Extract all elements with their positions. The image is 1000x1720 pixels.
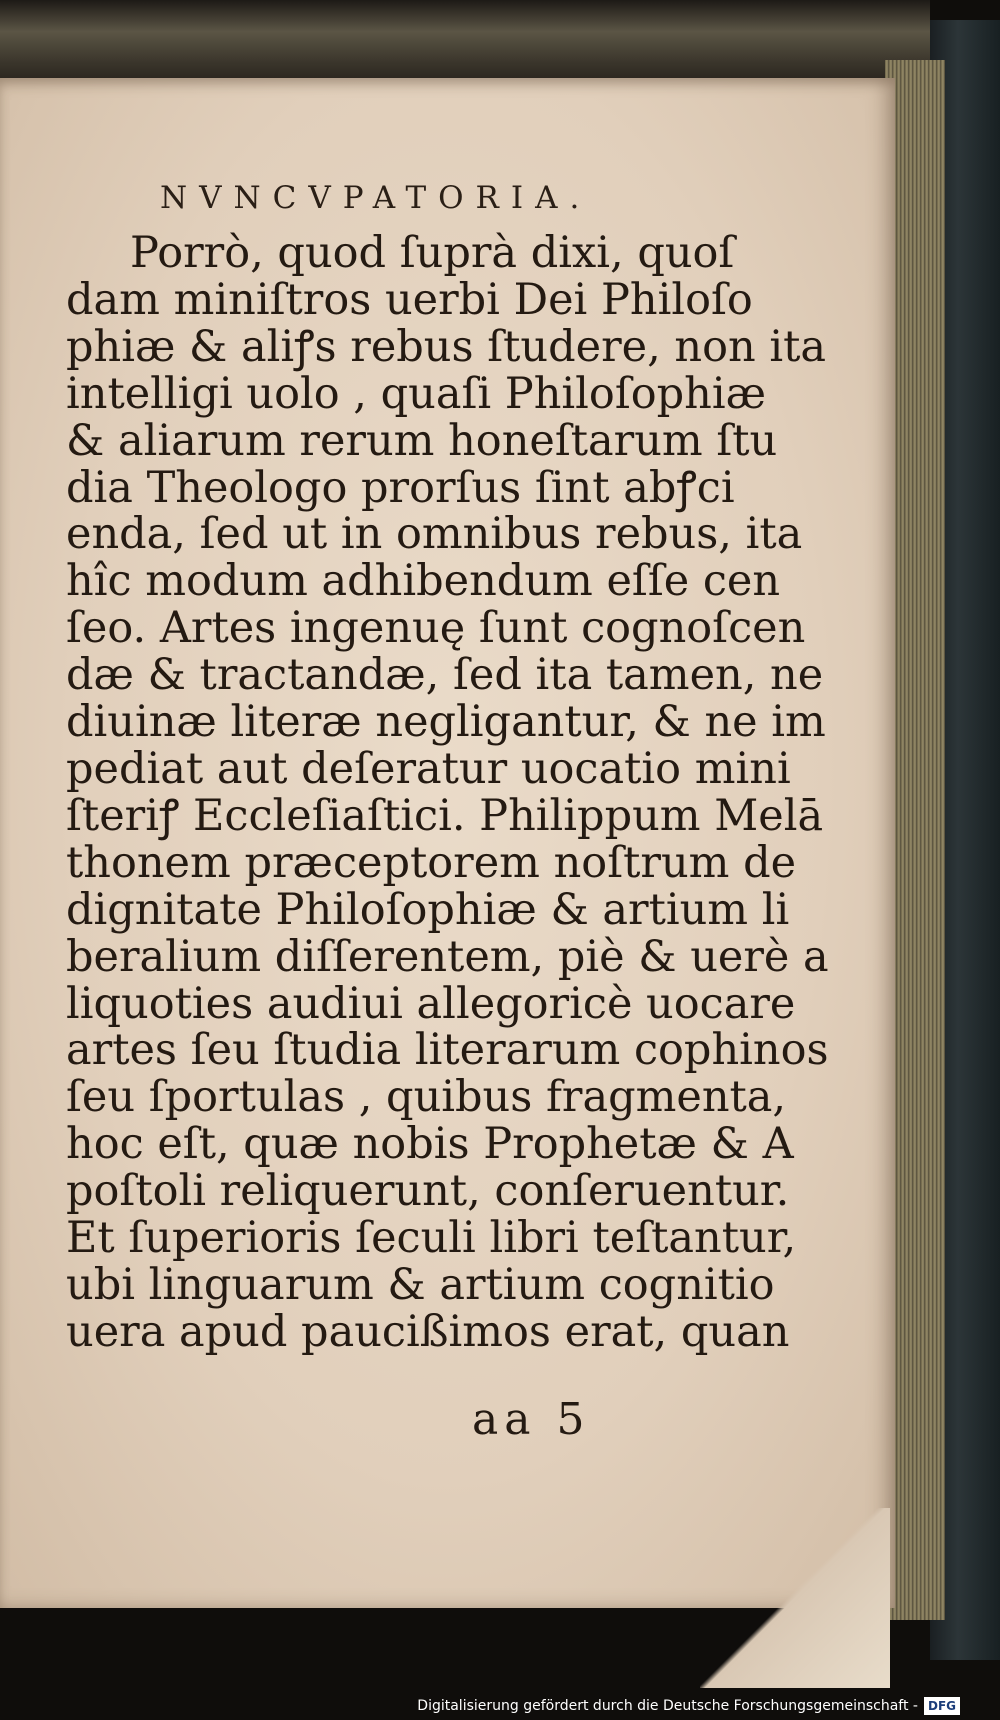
text-line: dia Theologo prorſus ſint abꝭci — [66, 462, 735, 513]
text-line: ſeu ſportulas , quibus fragmenta, — [66, 1072, 787, 1123]
text-line: Porrò, quod ſuprà dixi, quoſ — [130, 228, 735, 278]
text-line: dam miniſtros uerbi Dei Philoſo — [66, 274, 753, 325]
text-line: uera apud paucißimos erat, quan — [66, 1306, 790, 1357]
page-text — [66, 228, 829, 1357]
credit-text: Digitalisierung gefördert durch die Deutsche Forschungsgemeinschaft - — [417, 1698, 918, 1714]
text-line: artes ſeu ſtudia literarum cophinos — [66, 1025, 829, 1076]
text-line: hoc eſt, quæ nobis Prophetæ & A — [66, 1119, 794, 1170]
text-line: dæ & tractandæ, ſed ita tamen, ne — [66, 650, 824, 701]
book-top-edge — [0, 0, 930, 90]
text-line: ſteriꝭ Eccleſiaſtici. Philippum Melā — [66, 790, 824, 841]
running-head: NVNCVPATORIA. — [160, 180, 592, 216]
text-line: Et ſuperioris ſeculi libri teſtantur, — [66, 1213, 797, 1264]
text-line: hîc modum adhibendum eſſe cen — [66, 556, 781, 607]
text-line: pediat aut deſeratur uocatio mini — [66, 743, 791, 794]
text-line: liquoties audiui allegoricè uocare — [66, 978, 796, 1029]
text-line: thonem præceptorem noſtrum de — [66, 837, 797, 888]
text-line: dignitate Philoſophiæ & artium li — [66, 884, 790, 935]
folded-corner — [700, 1508, 890, 1688]
dfg-logo: DFG — [924, 1697, 960, 1715]
text-line: intelligi uolo , quaſi Philoſophiæ — [66, 368, 767, 419]
text-line: poſtoli reliquerunt, conſeruentur. — [66, 1166, 790, 1217]
text-line: ſeo. Artes ingenuę ſunt cognoſcen — [66, 603, 806, 654]
digitization-credit — [417, 1692, 960, 1720]
text-line: enda, ſed ut in omnibus rebus, ita — [66, 509, 803, 560]
signature-mark: aa 5 — [472, 1394, 591, 1445]
text-line: & aliarum rerum honeſtarum ſtu — [66, 415, 778, 466]
text-line: ubi linguarum & artium cognitio — [66, 1259, 775, 1310]
text-line: beralium diſſerentem, piè & uerè a — [66, 931, 829, 982]
text-line: phiæ & aliꝭs rebus ſtudere, non ita — [66, 321, 827, 372]
text-line: diuinæ literæ negligantur, & ne im — [66, 697, 826, 748]
